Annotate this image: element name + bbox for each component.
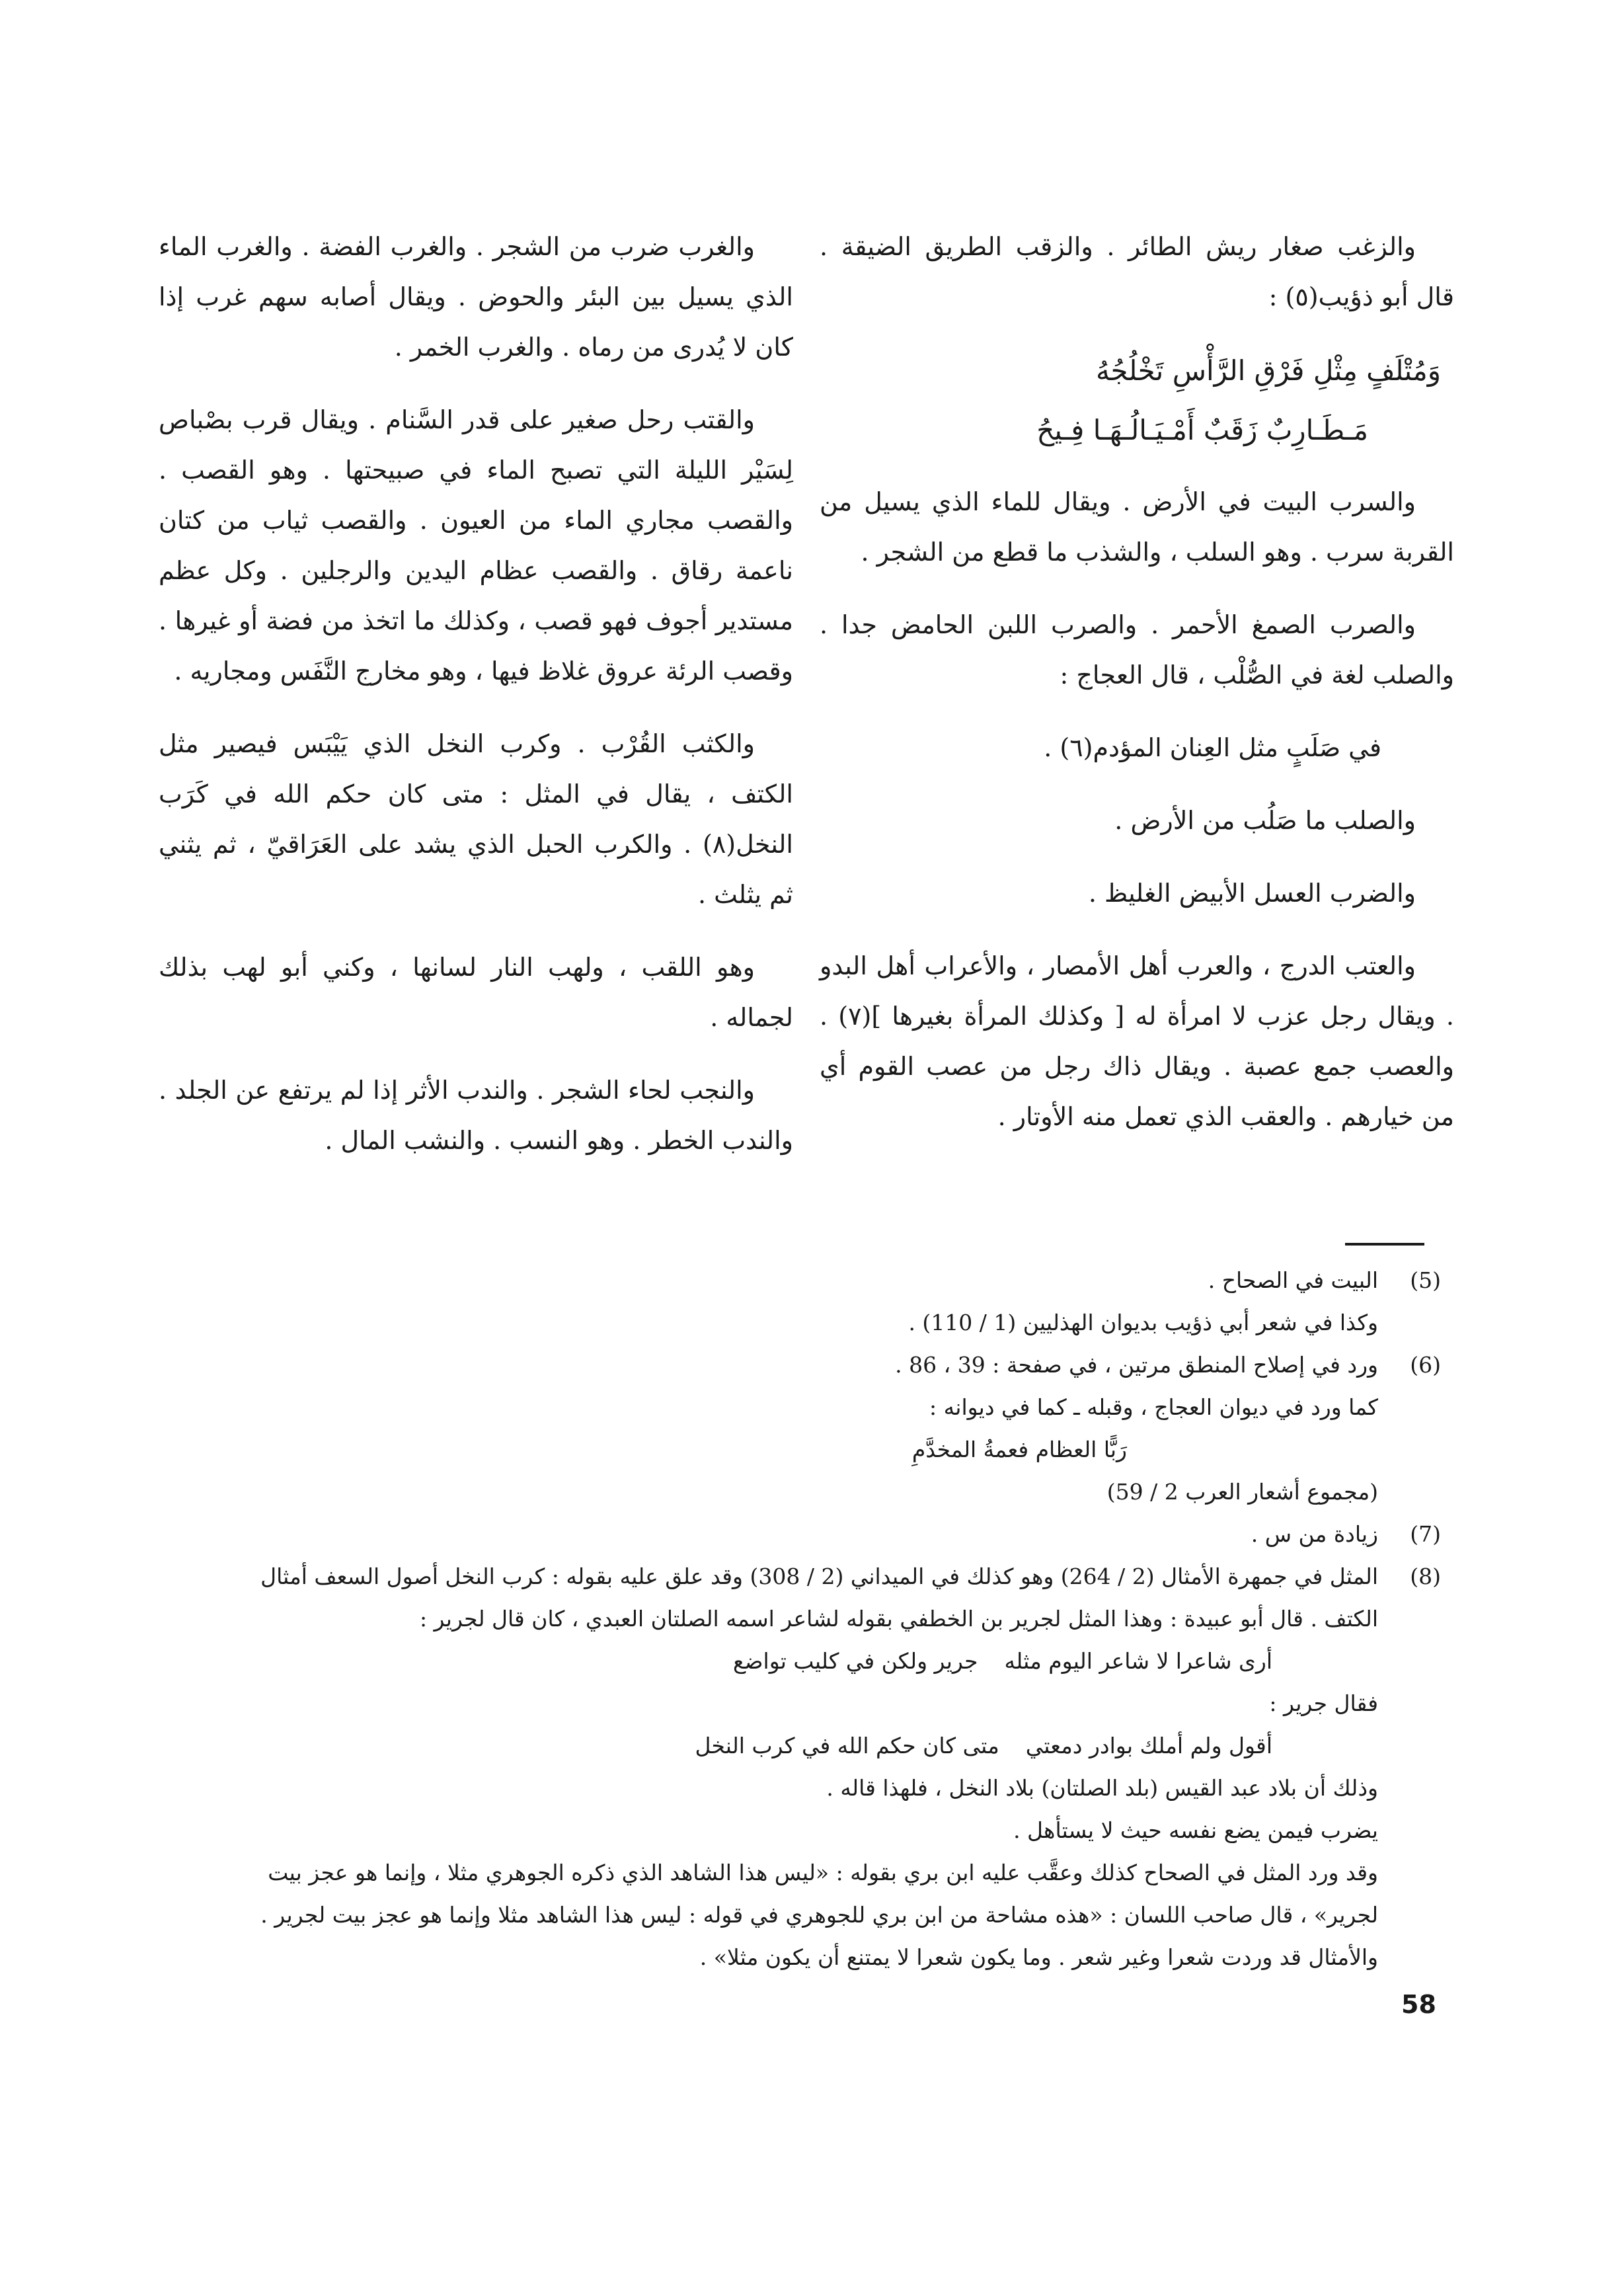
paragraph: والقتب رحل صغير على قدر السَّنام . ويقال قرب بصْباص لِسَيْر الليلة التي تصبح الماء في صبيحتها . وهو القصب . والقصب مجاري الماء من العيون . والقصب ثياب من كتان ناعمة رقاق . والقصب عظام اليدين والرجلين . وكل عظم مستدير أجوف فهو قصب ، وكذلك ما اتخذ من فضة أو غيرها . وقصب الرئة عروق غلاظ فيها ، وهو مخارج النَّفَس ومجاريه .: [159, 405, 793, 686]
footnote-number: (6): [1410, 1352, 1441, 1378]
paragraph: والعتب الدرج ، والعرب أهل الأمصار ، والأعراب أهل البدو . ويقال رجل عزب لا امرأة له [ وكذلك المرأة بغيرها ](٧) . والعصب جمع عصبة . ويقال ذاك رجل من عصب القوم أي من خيارهم . والعقب الذي تعمل منه الأوتار .: [820, 951, 1455, 1131]
footnote-line: كما ورد في ديوان العجاج ، وقبله ـ كما في ديوانه :: [929, 1394, 1378, 1420]
footnote-line: المثل في جمهرة الأمثال (2 / 264) وهو كذلك في الميداني (2 / 308) وقد علق عليه بقوله : كرب النخل أصول السعف أمثال: [260, 1564, 1378, 1589]
hemistich: جرير ولكن في كليب تواضع: [732, 1648, 978, 1674]
footnote-number: (8): [1410, 1564, 1441, 1589]
paragraph: والغرب ضرب من الشجر . والغرب الفضة . والغرب الماء الذي يسيل بين البئر والحوض . ويقال أصابه سهم غرب إذا كان لا يُدرى من رماه . والغرب الخمر .: [159, 232, 793, 362]
paragraph: والزغب صغار ريش الطائر . والزقب الطريق الضيقة . قال أبو ذؤيب(٥) :: [820, 232, 1454, 311]
left-column: [159, 221, 793, 1188]
paragraph: وهو اللقب ، ولهب النار لسانها ، وكني أبو لهب بذلك لجماله .: [159, 953, 793, 1032]
page-number: 58: [1401, 1990, 1436, 2019]
footnote-5: [155, 1259, 1441, 1344]
footnote-line: وكذا في شعر أبي ذؤيب بديوان الهذليين (1 / 110) .: [908, 1310, 1378, 1335]
hemistich: أقول ولم أملك بوادر دمعتي: [1025, 1733, 1272, 1759]
footnote-line: ورد في إصلاح المنطق مرتين ، في صفحة : 39 ، 86 .: [895, 1352, 1378, 1378]
paragraph: والسرب البيت في الأرض . ويقال للماء الذي يسيل من القربة سرب . وهو السلب ، والشذب ما قطع من الشجر .: [820, 487, 1454, 567]
paragraph: والصلب ما صَلُب من الأرض .: [1114, 806, 1416, 835]
footnote-line: فقال جرير :: [1269, 1690, 1378, 1716]
footnote-line: الكتف . قال أبو عبيدة : وهذا المثل لجرير بن الخطفي بقوله لشاعر اسمه الصلتان العبدي ، كان قال لجرير :: [419, 1606, 1378, 1632]
paragraph: والنجب لحاء الشجر . والندب الأثر إذا لم يرتفع عن الجلد . والندب الخطر . وهو النسب . والنشب المال .: [159, 1076, 793, 1155]
footnote-line: (مجموع أشعار العرب 2 / 59): [1106, 1479, 1378, 1505]
footnote-verse: [155, 1640, 1378, 1682]
footnote-verse: رَبًّا العظام فعمةُ المخدَّمِ: [911, 1437, 1127, 1462]
paragraph: والضرب العسل الأبيض الغليظ .: [1088, 879, 1416, 908]
paragraph: والصرب الصمغ الأحمر . والصرب اللبن الحامض جدا . والصلب لغة في الصُّلْب ، قال العجاج :: [820, 610, 1454, 690]
footnote-8: [155, 1556, 1441, 1979]
footnote-line: يضرب فيمن يضع نفسه حيث لا يستأهل .: [1013, 1817, 1378, 1843]
footnote-line: زيادة من س .: [1251, 1521, 1378, 1547]
paragraph: والكثب القُرْب . وكرب النخل الذي يَيْبَس فيصير مثل الكتف ، يقال في المثل : متى كان حكم الله في كَرَب النخل(٨) . والكرب الحبل الذي يشد على العَرَاقيّ ، ثم يثني ثم يثلث .: [159, 729, 793, 909]
footnote-line: لجرير» ، قال صاحب اللسان : «هذه مشاحة من ابن بري للجوهري في قوله : ليس هذا الشاهد مثلا وإنما هو عجز بيت لجرير .: [260, 1902, 1378, 1928]
footnote-number: (7): [1410, 1521, 1441, 1547]
footnote-line: والأمثال قد وردت شعرا وغير شعر . وما يكون شعرا لا يمتنع أن يكون مثلا» .: [699, 1944, 1378, 1970]
verse-line: في صَلَبٍ مثل العِنان المؤدم(٦) .: [1044, 733, 1381, 762]
footnote-divider: [1345, 1243, 1424, 1246]
footnote-line: البيت في الصحاح .: [1208, 1267, 1378, 1293]
footnote-line: وقد ورد المثل في الصحاح كذلك وعقَّب عليه ابن بري بقوله : «ليس هذا الشاهد الذي ذكره الجوهري مثلا ، وإنما هو عجز بيت: [268, 1860, 1378, 1885]
right-column: [820, 221, 1454, 1164]
verse-line: مَـطَـارِبٌ زَقَبٌ أَمْـيَـالُـهَـا فِـيحُ: [1036, 414, 1368, 446]
verse-line: وَمُتْلَفٍ مِثْلِ فَرْقِ الرَّأْسِ تَخْلُجُهُ: [1096, 354, 1441, 387]
footnote-verse: [155, 1725, 1378, 1767]
footnote-6: [155, 1344, 1441, 1513]
footnotes: [155, 1259, 1441, 1979]
hemistich: متى كان حكم الله في كرب النخل: [695, 1733, 999, 1759]
footnote-number: (5): [1410, 1267, 1441, 1293]
hemistich: أرى شاعرا لا شاعر اليوم مثله: [1004, 1648, 1272, 1674]
footnote-7: [155, 1513, 1441, 1556]
footnote-line: وذلك أن بلاد عبد القيس (بلد الصلتان) بلاد النخل ، فلهذا قاله .: [826, 1775, 1378, 1801]
